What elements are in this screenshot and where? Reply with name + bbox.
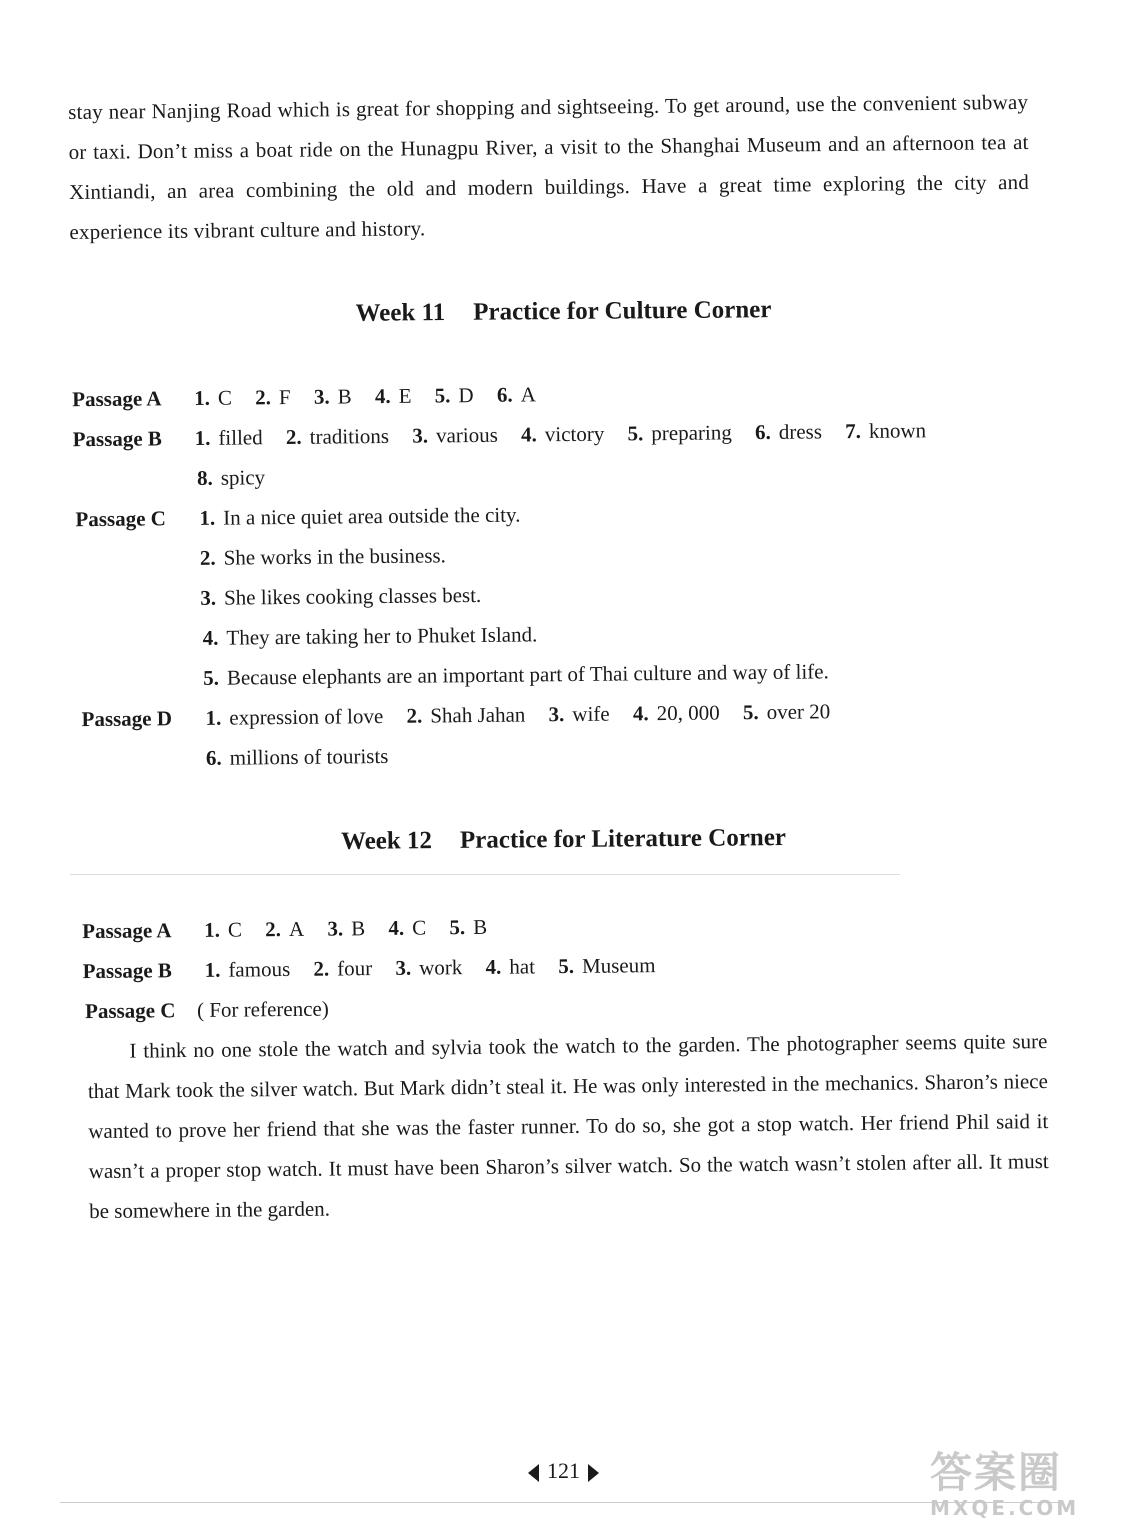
week11-heading (0, 293, 1127, 331)
answer-item: 6. A (496, 382, 536, 407)
answer-item: 4. victory (520, 421, 605, 447)
answer-item: 5. over 20 (742, 699, 831, 725)
answer-item: 5. B (449, 914, 488, 940)
answer-list (206, 736, 407, 778)
answer-item: 4. E (374, 383, 412, 409)
footer-rule (60, 1502, 1060, 1503)
answer-item: 1. filled (194, 425, 263, 450)
faint-rule (70, 874, 900, 875)
answer-line: 5. Because elephants are an important part of Thai culture and way of life. (203, 659, 829, 690)
answer-item: 5. D (434, 383, 474, 408)
answer-item: 2. Shah Jahan (406, 702, 526, 728)
week11-title: Practice for Culture Corner (473, 296, 772, 326)
answer-item: 3. work (395, 955, 463, 980)
passage-label: Passage A (72, 386, 162, 412)
answer-line: 2. She works in the business. (199, 543, 446, 570)
week12-heading (0, 821, 1127, 859)
answer-item: 3. B (313, 384, 352, 409)
answer-item: 5. preparing (627, 420, 732, 446)
week12-title: Practice for Literature Corner (459, 824, 787, 854)
watermark-text: 答案圈 (930, 1448, 1063, 1497)
answer-list (204, 945, 673, 990)
answer-line: 3. She likes cooking classes best. (200, 582, 482, 610)
answer-list (205, 691, 848, 738)
answer-item: 1. expression of love (205, 704, 384, 730)
watermark-logo (930, 1440, 1120, 1532)
week12-label: Week 12 (340, 827, 433, 855)
answer-item: 2. A (265, 916, 305, 942)
answer-item: 6. millions of tourists (205, 743, 389, 770)
answer-list (197, 457, 283, 498)
answer-item: 4. C (388, 915, 427, 940)
answer-list (204, 907, 505, 950)
triangle-left-icon (528, 1464, 539, 1482)
answer-item: 7. known (845, 418, 927, 444)
answer-item: 6. dress (754, 419, 823, 445)
answer-list (194, 374, 554, 418)
answer-item: 2. F (255, 384, 291, 410)
essay-paragraph: I think no one stole the watch and sylvia took the watch to the garden. The photographer seems quite sure that Mark took the silver watch. But Mark didn’t steal it. He was only interested in the mechanics. Sharon’s niece wanted to prove her friend that she was the faster runner. To do so, she got a stop watch. Her friend Phil said it wasn’t a proper stop watch. It must have been Sharon’s silver watch. So the watch wasn’t stolen after all. It must be somewhere in the garden. (87, 1029, 1049, 1224)
answer-item: 2. four (313, 956, 373, 981)
answer-item: 1. C (204, 917, 243, 942)
intro-paragraph: stay near Nanjing Road which is great for shopping and sightseeing. To get around, use the convenient subway or taxi. Don’t miss a boat ride on the Hunagpu River, a visit to the Shanghai Museum and an afternoon tea at Xintiandi, an area combining the old and modern buildings. Have a great time exploring the city and experience its vibrant culture and history. (68, 89, 1030, 244)
passage-label: Passage A (82, 918, 172, 944)
answer-item: 4. 20, 000 (632, 700, 720, 726)
page-number: 121 (547, 1458, 580, 1483)
week11-label: Week 11 (355, 299, 446, 327)
answer-item: 1. famous (204, 956, 291, 982)
answer-item: 2. traditions (285, 423, 390, 450)
answer-line: 4. They are taking her to Phuket Island. (202, 622, 538, 650)
triangle-right-icon (588, 1464, 599, 1482)
answer-item: 3. various (412, 422, 498, 448)
passage-label: Passage C (84, 998, 176, 1024)
answer-item: 5. Museum (558, 953, 656, 979)
answer-item: 1. C (194, 385, 233, 410)
answer-item: 8. spicy (196, 465, 266, 490)
passage-label: Passage D (81, 706, 173, 732)
passage-label: Passage B (72, 426, 162, 452)
answer-item: 4. hat (485, 954, 536, 979)
watermark-url: MXQE.COM (930, 1496, 1080, 1520)
answer-line: 1. In a nice quiet area outside the city. (199, 502, 521, 530)
answer-item: 3. wife (548, 701, 610, 727)
week12-answers (0, 900, 1127, 1232)
week11-answers (0, 368, 1127, 780)
reference-note: ( For reference) (196, 996, 329, 1022)
passage-label: Passage C (75, 506, 167, 532)
passage-label: Passage B (82, 958, 172, 984)
answer-item: 3. B (327, 916, 366, 941)
